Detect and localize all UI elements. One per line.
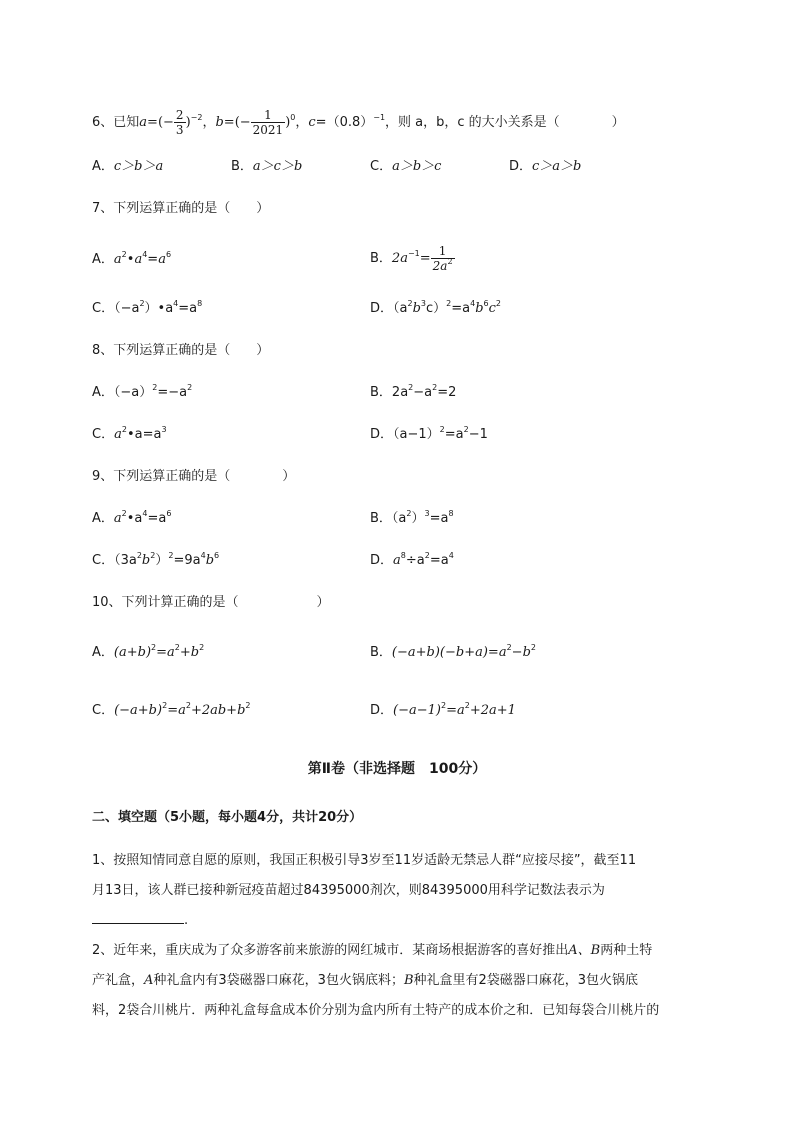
- q6-stem: 6、已知a=(− $\frac{2}{3}$ )$^{-2}$，b=(− $\frac{1}{2021}$ )$^0$，$c=(0.8)^{-1}$，则 a，b，c 的大小关系是（ ）: [92, 108, 625, 137]
- q9-option-b[interactable]: B．$(a^2)^3=a^8$: [370, 509, 454, 526]
- q7-option-a[interactable]: A．$a^2•a^4=a^6$: [92, 250, 172, 267]
- q9-option-a[interactable]: A．$a^2•a^4=a^6$: [92, 509, 172, 526]
- fill-1-line-2: 月13日，该人群已接种新冠疫苗超过84395000剂次，则84395000用科学记数法表示为: [92, 883, 605, 898]
- fill-question-2: [92, 936, 738, 1026]
- q8-stem: 8、下列运算正确的是（ ）: [92, 343, 270, 358]
- q10-stem: 10、下列计算正确的是（ ）: [92, 595, 330, 610]
- q6-option-d[interactable]: D．c＞a＞b: [509, 159, 582, 174]
- q6-a-fraction: $\frac{2}{3}$: [175, 108, 184, 137]
- q7-option-b[interactable]: B．$2a^{-1}=$ $\frac{1}{2a^2}$: [370, 244, 453, 273]
- fill-question-1: [92, 846, 738, 936]
- q9-stem: 9、下列运算正确的是（ ）: [92, 469, 296, 484]
- q6-option-b[interactable]: B．a＞c＞b: [231, 159, 303, 174]
- q10-option-c[interactable]: C．$(-a+b)^2=a^2+2ab+b^2$: [92, 701, 251, 718]
- q6-b-fraction: $\frac{1}{2021}$: [252, 108, 284, 137]
- q6-option-a[interactable]: A．c＞b＞a: [92, 159, 164, 174]
- q9-option-c[interactable]: C．$(3a^2b^2)^2=9a^4b^6$: [92, 551, 220, 568]
- q10-option-d[interactable]: D．$(-a-1)^2=a^2+2a+1$: [370, 701, 516, 718]
- q10-option-a[interactable]: A．$(a+b)^2=a^2+b^2$: [92, 643, 205, 660]
- fill-2-line-3: 料，2袋合川桃片．两种礼盒每盒成本价分别为盒内所有土特产的成本价之和．已知每袋合川桃片的: [92, 1003, 660, 1018]
- q10-option-b[interactable]: B．$(-a+b)(-b+a)=a^2-b^2$: [370, 643, 536, 660]
- q7-stem: 7、下列运算正确的是（ ）: [92, 201, 270, 216]
- fill-2-line-1: 2、近年来，重庆成为了众多游客前来旅游的网红城市．某商场根据游客的喜好推出A、B两种土特: [92, 943, 653, 958]
- q7-b-fraction: $\frac{1}{2a^2}$: [432, 244, 453, 273]
- q8-option-c[interactable]: C．$a^2•a=a^3$: [92, 425, 167, 442]
- fill-1-line-3: .: [92, 906, 738, 936]
- section-title: 第Ⅱ卷（非选择题 100分）: [307, 761, 487, 777]
- q9-option-d[interactable]: D．$a^8\div a^2=a^4$: [370, 551, 454, 568]
- q6-option-c[interactable]: C．a＞b＞c: [370, 159, 442, 174]
- fill-2-line-2: 产礼盒，A种礼盒内有3袋磁器口麻花，3包火锅底料；B种礼盒里有2袋磁器口麻花，3包火锅底: [92, 973, 639, 988]
- q8-option-d[interactable]: D．$(a-1)^2=a^2-1$: [370, 425, 488, 442]
- q7-option-c[interactable]: C．$(-a^2)•a^4=a^8$: [92, 299, 203, 316]
- answer-blank[interactable]: [92, 909, 184, 924]
- part-heading: 二、填空题（5小题，每小题4分，共计20分）: [92, 810, 363, 825]
- q8-option-b[interactable]: B．$2a^2-a^2=2$: [370, 383, 457, 400]
- q7-option-d[interactable]: D．$(a^2b^3c)^2=a^4b^6c^2$: [370, 299, 501, 316]
- fill-1-line-1: 1、按照知情同意自愿的原则，我国正积极引导3岁至11岁适龄无禁忌人群“应接尽接”，截至11: [92, 853, 637, 868]
- q8-option-a[interactable]: A．$(-a)^2=-a^2$: [92, 383, 193, 400]
